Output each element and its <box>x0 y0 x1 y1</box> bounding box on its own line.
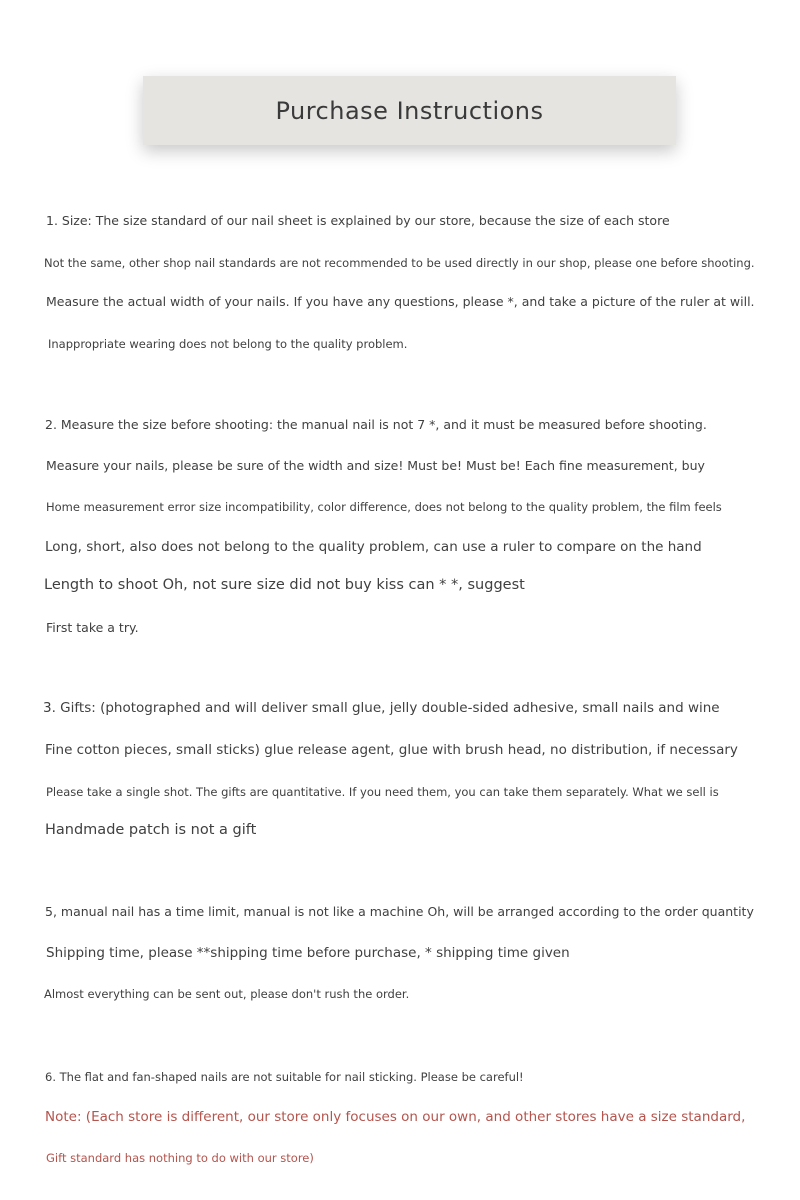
gifts-rule-line-1: 3. Gifts: (photographed and will deliver small glue, jelly double-sided adhesive, small nails and wine <box>43 700 720 716</box>
size-rule-line-4: Inappropriate wearing does not belong to the quality problem. <box>48 337 408 351</box>
gifts-rule-line-4: Handmade patch is not a gift <box>45 822 257 838</box>
gifts-rule-line-2: Fine cotton pieces, small sticks) glue release agent, glue with brush head, no distribution, if necessary <box>45 742 738 758</box>
title-banner <box>143 76 676 145</box>
page-title: Purchase Instructions <box>275 96 544 125</box>
measure-rule-line-5: Length to shoot Oh, not sure size did not buy kiss can * *, suggest <box>44 577 525 593</box>
store-note-line-1: Note: (Each store is different, our store only focuses on our own, and other stores have a size standard, <box>45 1109 746 1125</box>
size-rule-line-2: Not the same, other shop nail standards are not recommended to be used directly in our shop, please one before shooting. <box>44 256 755 270</box>
store-note-line-2: Gift standard has nothing to do with our store) <box>46 1151 314 1165</box>
measure-rule-line-3: Home measurement error size incompatibility, color difference, does not belong to the quality problem, the film feels <box>46 500 722 514</box>
size-rule-line-3: Measure the actual width of your nails. If you have any questions, please *, and take a picture of the ruler at will. <box>46 294 755 309</box>
gifts-rule-line-3: Please take a single shot. The gifts are quantitative. If you need them, you can take them separately. What we sell is <box>46 785 719 799</box>
size-rule-line-1: 1. Size: The size standard of our nail sheet is explained by our store, because the size of each store <box>46 213 670 228</box>
measure-rule-line-1: 2. Measure the size before shooting: the manual nail is not 7 *, and it must be measured before shooting. <box>45 417 707 432</box>
measure-rule-line-6: First take a try. <box>46 620 139 635</box>
measure-rule-line-2: Measure your nails, please be sure of the width and size! Must be! Must be! Each fine measurement, buy <box>46 458 705 473</box>
shipping-rule-line-3: Almost everything can be sent out, please don't rush the order. <box>44 987 410 1001</box>
shipping-rule-line-1: 5, manual nail has a time limit, manual is not like a machine Oh, will be arranged according to the order quantity <box>45 904 754 919</box>
shipping-rule-line-2: Shipping time, please **shipping time before purchase, * shipping time given <box>46 945 570 961</box>
nail-shape-warning: 6. The flat and fan-shaped nails are not suitable for nail sticking. Please be careful! <box>45 1070 524 1084</box>
measure-rule-line-4: Long, short, also does not belong to the quality problem, can use a ruler to compare on the hand <box>45 539 702 555</box>
